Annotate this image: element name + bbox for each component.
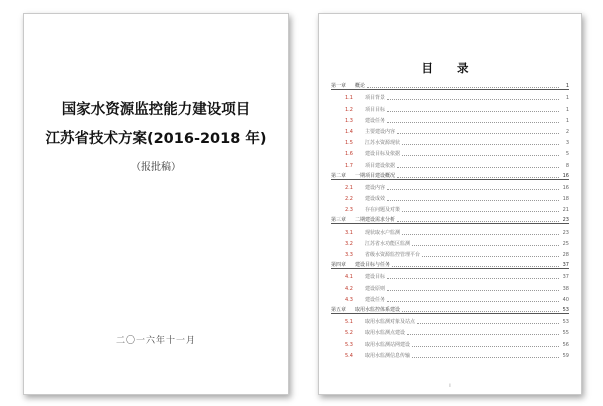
toc-page-number: I	[449, 383, 451, 388]
toc-entry-title: 建设成效	[365, 196, 386, 203]
toc-entry-page: 59	[562, 352, 569, 359]
toc-entry-number: 1.5	[345, 140, 353, 147]
toc-entry-title: 项目背景	[365, 95, 386, 102]
toc-entry-page: 53	[562, 319, 569, 326]
toc-leader-dots	[402, 210, 559, 212]
toc-section-row[interactable]	[331, 180, 569, 191]
toc-entry-page: 37	[562, 262, 569, 269]
toc-section-row[interactable]	[331, 314, 569, 325]
toc-entry-title: 建设内容	[365, 184, 386, 191]
toc-entry-title: 江苏省水功能区监测	[365, 240, 411, 247]
toc-entry-number: 1.6	[345, 151, 353, 158]
toc-chapter-row[interactable]	[331, 303, 569, 314]
toc-leader-dots	[412, 345, 559, 347]
toc-section-row[interactable]	[331, 202, 569, 213]
toc-entry-number: 第二章	[331, 172, 347, 179]
toc-chapter-row[interactable]	[331, 169, 569, 180]
toc-entry-number: 2.2	[345, 196, 353, 203]
toc-leader-dots	[387, 289, 559, 291]
toc-entry-title: 一期项目建设概况	[355, 172, 396, 179]
toc-entry-number: 3.3	[345, 252, 353, 258]
toc-leader-dots	[402, 154, 559, 156]
toc-entry-number: 1.4	[345, 128, 353, 135]
toc-entry-title: 存在问题及对策	[365, 207, 401, 214]
toc-entry-page: 28	[562, 252, 569, 258]
toc-entry-page: 55	[562, 330, 569, 337]
toc-entry-page: 8	[565, 162, 569, 169]
toc-entry-number: 4.1	[345, 274, 353, 281]
toc-entry-number: 5.3	[345, 341, 353, 348]
toc-section-row[interactable]	[331, 236, 569, 247]
toc-entry-title: 取用水监测信息传输	[365, 352, 411, 359]
toc-entry-page: 38	[562, 285, 569, 292]
toc-entry-number: 1.2	[345, 106, 353, 113]
toc-entry-page: 23	[562, 217, 569, 224]
toc-leader-dots	[387, 199, 559, 201]
toc-section-row[interactable]	[331, 292, 569, 303]
toc-entry-number: 2.1	[345, 184, 353, 191]
toc-entry-page: 1	[565, 83, 569, 90]
toc-leader-dots	[367, 86, 559, 88]
toc-chapter-row[interactable]	[331, 258, 569, 269]
toc-entry-title: 建设目标及依据	[365, 151, 401, 158]
toc-section-row[interactable]	[331, 157, 569, 168]
toc-leader-dots	[387, 277, 559, 279]
toc-leader-dots	[397, 166, 559, 168]
toc-leader-dots	[402, 310, 559, 312]
toc-entry-page: 18	[562, 196, 569, 203]
toc-leader-dots	[387, 98, 559, 100]
toc-entry-number: 第一章	[331, 83, 347, 90]
toc-leader-dots	[402, 143, 559, 145]
toc-entry-page: 25	[562, 240, 569, 247]
toc-entry-title: 取用水监测点建设	[365, 330, 406, 337]
toc-entry-number: 第四章	[331, 262, 347, 269]
toc-entry-title: 建设目标与任务	[355, 262, 391, 269]
toc-entry-page: 37	[562, 274, 569, 281]
toc-entry-page: 16	[562, 172, 569, 179]
toc-entry-title: 建设原则	[365, 285, 386, 292]
toc-entry-title: 省级水资源监控管理平台	[365, 252, 421, 258]
toc-leader-dots	[412, 244, 559, 246]
toc-section-row[interactable]	[331, 269, 569, 280]
toc-entry-page: 53	[562, 306, 569, 313]
toc-entry-page: 40	[562, 296, 569, 303]
toc-entry-number: 5.1	[345, 319, 353, 326]
toc-leader-dots	[387, 110, 559, 112]
toc-entry-page: 3	[565, 140, 569, 147]
toc-entry-title: 项目目标	[365, 106, 386, 113]
toc-entry-page: 21	[562, 207, 569, 214]
toc-leader-dots	[397, 176, 559, 178]
cover-page	[23, 13, 289, 395]
toc-leader-dots	[417, 322, 559, 324]
toc-section-row[interactable]	[331, 348, 569, 359]
toc-heading: 目 录	[421, 61, 479, 75]
toc-entry-title: 主要建设内容	[365, 128, 396, 135]
toc-list	[331, 79, 569, 359]
toc-leader-dots	[397, 132, 559, 134]
toc-entry-number: 2.3	[345, 207, 353, 214]
toc-section-row[interactable]	[331, 280, 569, 291]
toc-leader-dots	[392, 265, 559, 267]
toc-section-row[interactable]	[331, 146, 569, 157]
toc-leader-dots	[397, 220, 559, 222]
toc-section-row[interactable]	[331, 224, 569, 235]
toc-entry-number: 4.2	[345, 285, 353, 292]
toc-leader-dots	[422, 255, 559, 257]
cover-title-line1: 国家水资源监控能力建设项目	[61, 102, 251, 118]
toc-leader-dots	[412, 356, 559, 358]
cover-status: （报批稿）	[131, 162, 181, 173]
toc-entry-number: 5.4	[345, 352, 353, 359]
toc-entry-page: 5	[565, 151, 569, 158]
toc-entry-page: 1	[565, 106, 569, 113]
toc-entry-page: 23	[562, 229, 569, 236]
toc-entry-number: 1.7	[345, 162, 353, 169]
toc-section-row[interactable]	[331, 247, 569, 258]
toc-section-row[interactable]	[331, 124, 569, 135]
toc-entry-title: 概论	[355, 83, 366, 90]
toc-entry-title: 取用水监控体系建设	[355, 306, 401, 313]
toc-entry-number: 1.3	[345, 117, 353, 124]
toc-entry-number: 第五章	[331, 306, 347, 313]
toc-section-row[interactable]	[331, 191, 569, 202]
toc-entry-number: 1.1	[345, 95, 353, 102]
toc-section-row[interactable]	[331, 90, 569, 101]
toc-leader-dots	[387, 121, 559, 123]
cover-title-line2: 江苏省技术方案(2016-2018 年)	[45, 131, 267, 147]
toc-section-row[interactable]	[331, 336, 569, 347]
toc-leader-dots	[402, 233, 559, 235]
toc-chapter-row[interactable]	[331, 213, 569, 224]
toc-entry-title: 取用水监测站网建设	[365, 341, 411, 348]
toc-entry-number: 第三章	[331, 217, 347, 224]
toc-section-row[interactable]	[331, 101, 569, 112]
toc-entry-title: 建设目标	[365, 274, 386, 281]
toc-leader-dots	[387, 188, 559, 190]
toc-entry-title: 现状取水户监测	[365, 229, 401, 236]
toc-entry-number: 3.2	[345, 240, 353, 247]
toc-entry-number: 4.3	[345, 296, 353, 303]
toc-entry-page: 1	[565, 117, 569, 124]
toc-page	[318, 13, 582, 395]
toc-entry-title: 江苏水资源现状	[365, 140, 401, 147]
toc-section-row[interactable]	[331, 113, 569, 124]
toc-chapter-row[interactable]	[331, 79, 569, 90]
cover-date: 二〇一六年十一月	[115, 336, 196, 346]
toc-entry-title: 取用水监测对象及站点	[365, 319, 416, 326]
toc-leader-dots	[387, 300, 559, 302]
toc-entry-page: 2	[565, 128, 569, 135]
toc-entry-title: 建设任务	[365, 296, 386, 303]
toc-entry-number: 5.2	[345, 330, 353, 337]
toc-section-row[interactable]	[331, 135, 569, 146]
toc-entry-title: 建设任务	[365, 117, 386, 124]
toc-entry-page: 16	[562, 184, 569, 191]
toc-entry-number: 3.1	[345, 229, 353, 236]
toc-entry-page: 56	[562, 341, 569, 348]
toc-entry-title: 项目建设依据	[365, 162, 396, 169]
toc-leader-dots	[407, 333, 559, 335]
toc-entry-title: 二期建设需求分析	[355, 217, 396, 224]
toc-section-row[interactable]	[331, 325, 569, 336]
toc-entry-page: 1	[565, 95, 569, 102]
